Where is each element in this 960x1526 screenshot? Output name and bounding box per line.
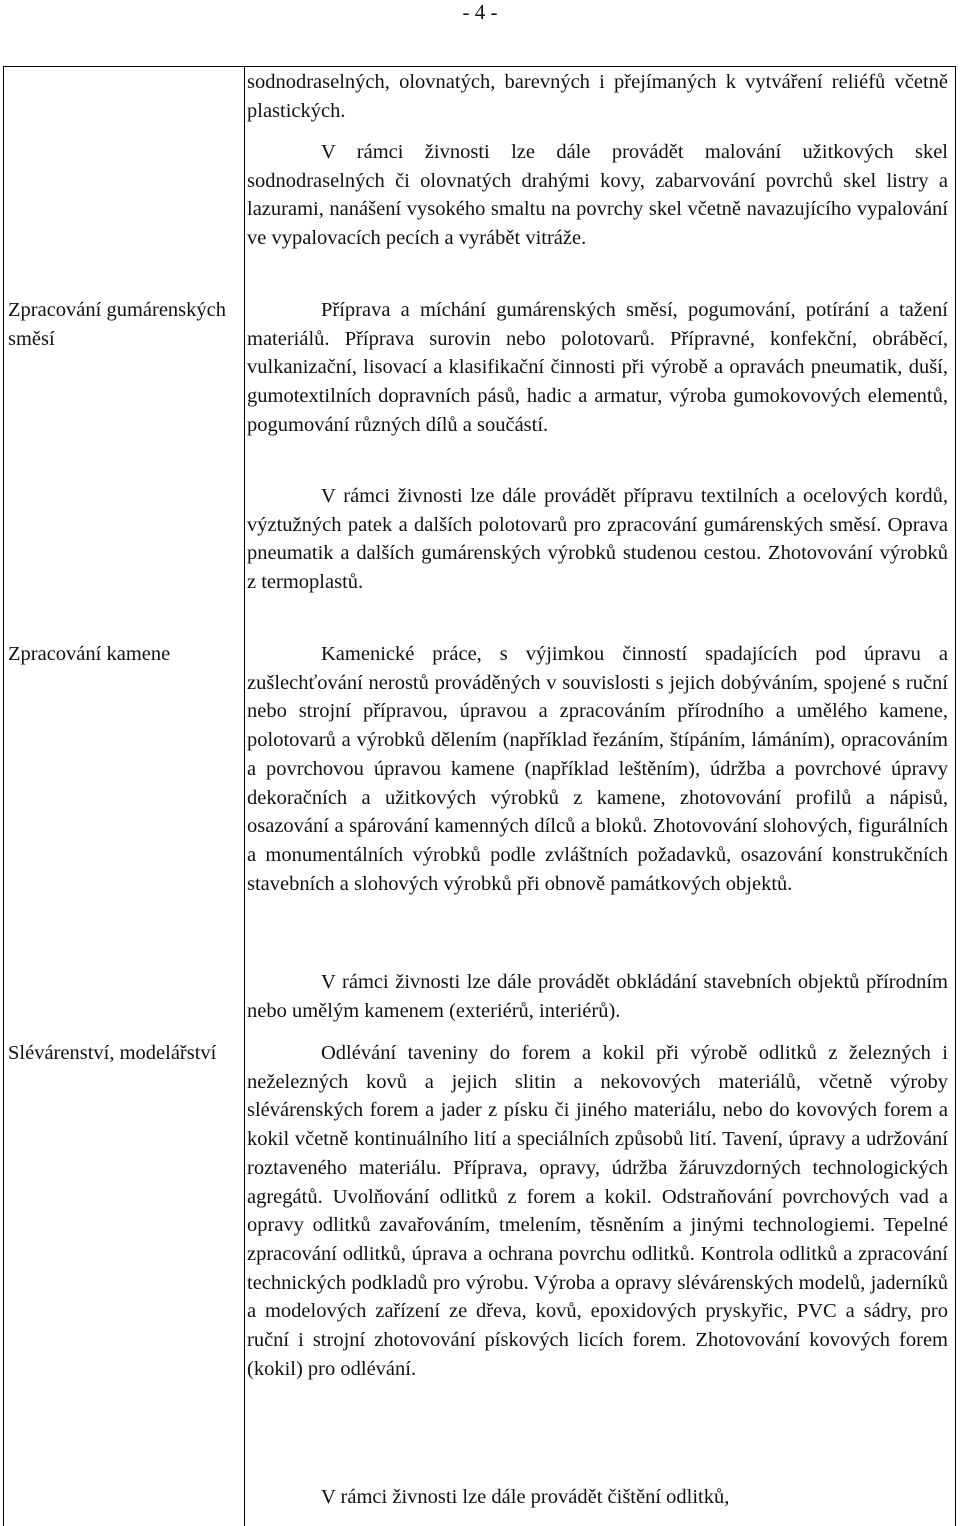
trade-name-foundry: Slévárenství, modelářství — [8, 1042, 217, 1064]
row-stone-paragraph-1: Kamenické práce, s výjimkou činností spadajících pod úpravu a zušlechťování nerostů prováděných v souvislosti s jejich dobýváním, spojené s ruční nebo strojní přípravou, úpravou a zpracováním přírodního a umělého kamene, polotovarů a výrobků dělením (například řezáním, štípáním, lámáním), opracováním a povrchovou úpravou kamene (například leštěním), údržba a povrchové úpravy dekoračních a užitkových výrobků z kamene, zhotovování profilů a nápisů, osazování a spárování kamenných dílců a bloků. Zhotovování slohových, figurálních a monumentálních výrobků podle zvláštních požadavků, osazování konstrukčních stavebních a slohových výrobků při obnově památkových objektů. — [247, 643, 948, 895]
row-stone-paragraph-2: V rámci živnosti lze dále provádět obkládání stavebních objektů přírodním nebo umělým kamenem (exteriérů, interiérů). — [247, 971, 948, 1022]
trade-name-stone: Zpracování kamene — [8, 643, 171, 665]
page-number: - 4 - — [462, 0, 498, 24]
row-foundry-paragraph-1: Odlévání taveniny do forem a kokil při výrobě odlitků z železných i neželezných kovů a jejich slitin a nekovových materiálů, včetně výroby slévárenských forem a jader z písku či jiného materiálu, nebo do kovových forem a kokil včetně kontinuálního lití a speciálních způsobů lití. Tavení, úpravy a udržování roztaveného materiálu. Příprava, opravy, údržba žáruvzdorných technologických agregátů. Uvolňování odlitků z forem a kokil. Odstraňování povrchových vad a opravy odlitků zavařováním, tmelením, těsněním a jinými technologiemi. Tepelné zpracování odlitků, úprava a ochrana povrchu odlitků. Kontrola odlitků a zpracování technických podkladů pro výrobu. Výroba a opravy slévárenských modelů, jaderníků a modelových zařízení ze dřeva, kovů, epoxidových pryskyřic, PVC a sádry, pro ruční i strojní zhotovování pískových licích forem. Zhotovování kovových forem (kokil) pro odlévání. — [247, 1042, 948, 1380]
row-glass-paragraph-2: V rámci živnosti lze dále provádět malování užitkových skel sodnodraselných či olovnatých drahými kovy, zabarvování povrchů skel listry a lazurami, nanášení vysokého smaltu na povrchy skel včetně navazujícího vypalování ve vypalovacích pecích a vyrábět vitráže. — [247, 141, 948, 250]
row-foundry-paragraph-2: V rámci živnosti lze dále provádět čištění odlitků, — [321, 1486, 730, 1508]
row-rubber-paragraph-1: Příprava a míchání gumárenských směsí, pogumování, potírání a tažení materiálů. Příprava surovin nebo polotovarů. Přípravné, konfekční, obráběcí, vulkanizační, lisovací a klasifikační činnosti při výrobě a opravách pneumatik, duší, gumotextilních dopravních pásů, hadic a armatur, výroba gumokovových elementů, pogumování různých dílů a součástí. — [247, 299, 948, 436]
trade-name-rubber: Zpracování gumárenských směsí — [8, 299, 227, 350]
row-rubber-paragraph-2: V rámci živnosti lze dále provádět přípravu textilních a ocelových kordů, výztužných patek a dalších polotovarů pro zpracování gumárenských směsí. Oprava pneumatik a dalších gumárenských výrobků studenou cestou. Zhotovování výrobků z termoplastů. — [247, 485, 948, 594]
column-divider — [244, 67, 245, 1526]
row-glass-paragraph-1: sodnodraselných, olovnatých, barevných i přejímaných k vytváření reliéfů včetně plastických. — [247, 71, 948, 122]
